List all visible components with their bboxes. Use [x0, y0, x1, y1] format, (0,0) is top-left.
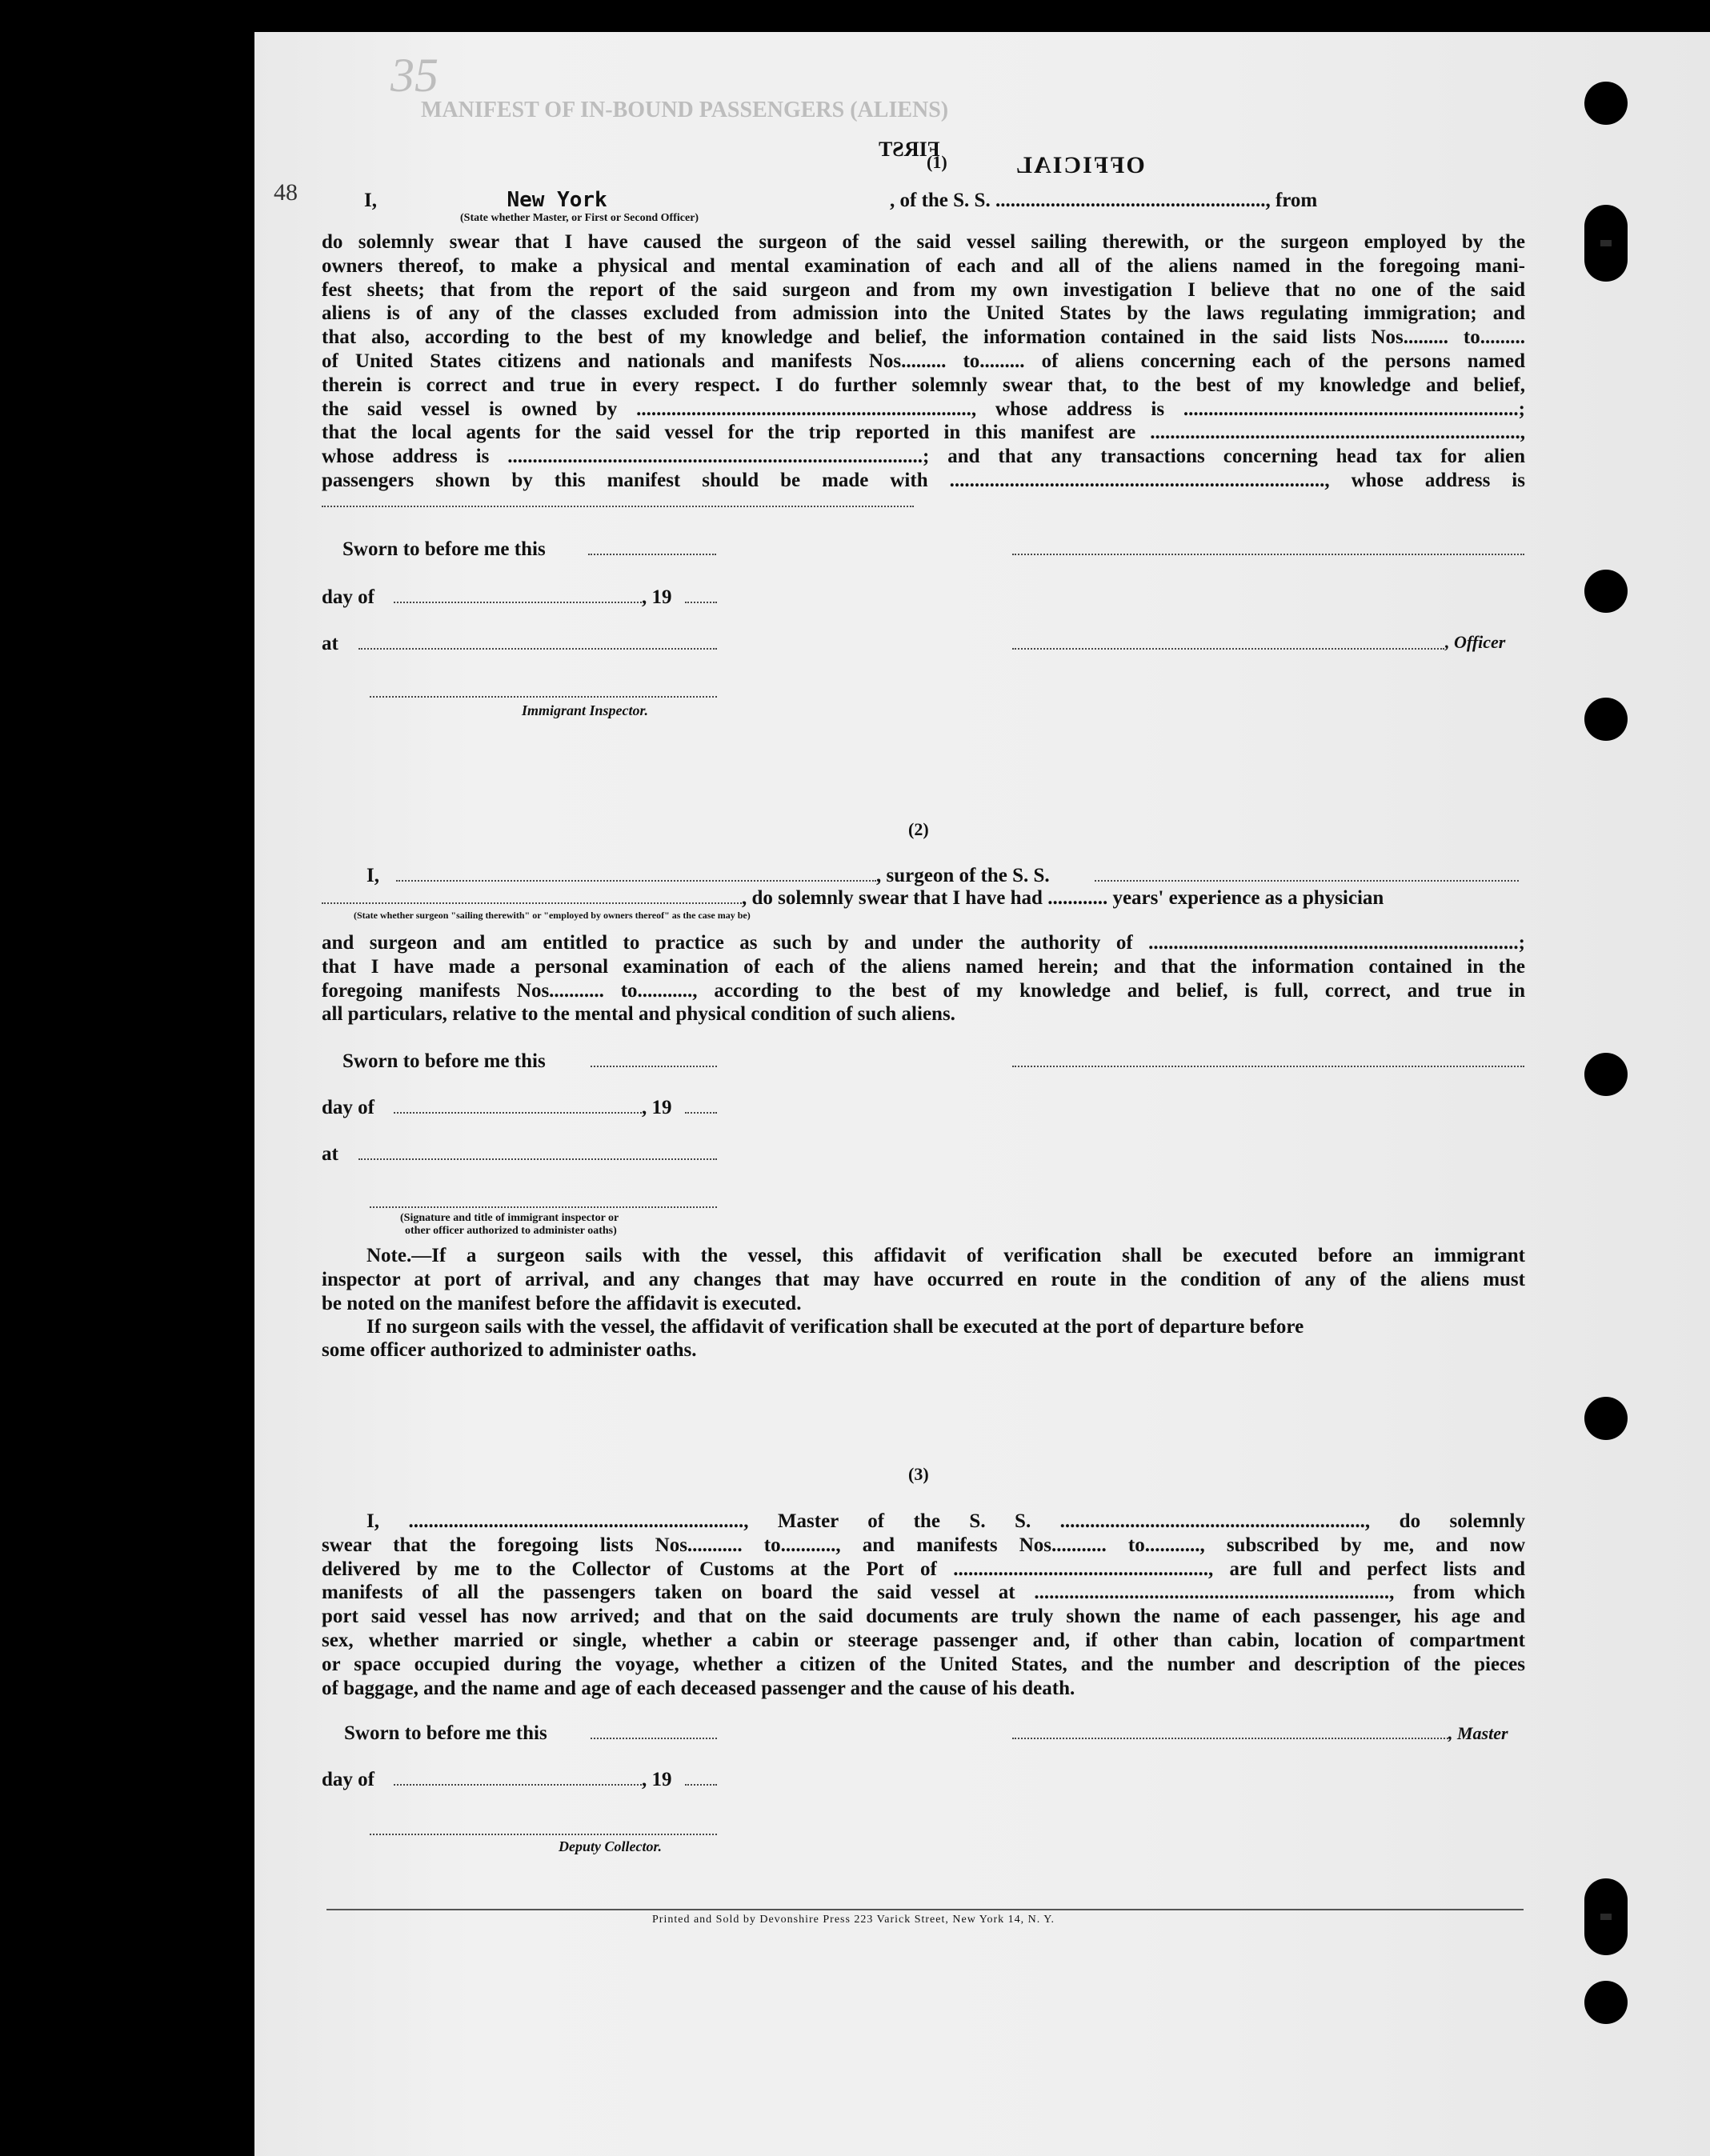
s1-day-of: day of — [322, 586, 374, 608]
s1-year: , 19 — [642, 586, 672, 608]
s2-line1: , surgeon of the S. S. — [876, 865, 1050, 886]
s1-sworn: Sworn to before me this — [342, 538, 546, 560]
punch-hole — [1584, 570, 1628, 613]
s1-inspector: Immigrant Inspector. — [522, 702, 649, 718]
note-line3: be noted on the manifest before the affidavit is executed. — [322, 1293, 802, 1314]
s2-sworn: Sworn to before me this — [342, 1050, 546, 1072]
punch-hole — [1584, 1981, 1628, 2024]
punch-hole — [1584, 82, 1628, 125]
s3-year: , 19 — [642, 1769, 672, 1790]
section1-number: (1) — [927, 152, 947, 172]
s3-master: , Master — [1448, 1723, 1508, 1743]
of-the-ss: , of the S. S. ......................................................, from — [890, 190, 1318, 211]
punch-hole — [1584, 205, 1628, 282]
s2-day-of: day of — [322, 1097, 374, 1118]
footer-rule — [326, 1909, 1524, 1910]
intro-I: I, — [364, 190, 377, 211]
punch-hole — [1584, 1397, 1628, 1440]
s3-day-of: day of — [322, 1769, 374, 1790]
punch-hole — [1584, 698, 1628, 741]
mirrored-first: FIRST — [879, 138, 940, 161]
section2-paragraph: and surgeon and am entitled to practice as such by and under the authority of ..........................................................................; that I have made a personal examination of each of the aliens named herein; and that the information contained in the foregoing manifests Nos........... to..........., according to the best of my knowledge and belief, is full, correct, and true in — [322, 932, 1525, 1002]
manifest-title: MANIFEST OF IN-BOUND PASSENGERS (ALIENS) — [421, 98, 949, 122]
section3-paragraph: I, ..................................................................., Master of the S. S. ............................................................., do solemnly swear that the foregoing lists Nos........... to..........., and manifests Nos........... to..........., subscribed by me, and now delivered by me to the Collector of Customs at the Port of ..................................................., are full and perfect lists and manifests of all the passengers taken on board the said vessel at ......................................................................., from which port said vessel has now arrived; and that on the said documents are truly shown the name of each passenger, his age and sex, whether married or single, whether a cabin or steerage passenger and, if other than cabin, location of compartment or space occupied during the voyage, whether a citizen of the United States, and the number and description of the pieces — [322, 1510, 1525, 1675]
s2-note: (State whether surgeon "sailing therewith" or "employed by owners thereof" as the case may be) — [354, 910, 751, 921]
note-paragraph: Note.—If a surgeon sails with the vessel, this affidavit of verification shall be executed before an immigrant inspector at port of arrival, and any changes that may have occurred en route in the condition of any of the aliens must — [322, 1245, 1525, 1290]
punch-hole — [1584, 1053, 1628, 1096]
s2-last-line: all particulars, relative to the mental and physical condition of such aliens. — [322, 1003, 955, 1025]
s3-sworn: Sworn to before me this — [344, 1722, 547, 1744]
officer-note: (State whether Master, or First or Second Officer) — [460, 212, 699, 224]
s1-officer: , Officer — [1445, 632, 1506, 652]
s2-at: at — [322, 1143, 338, 1165]
s2-line1-I: I, — [366, 865, 379, 886]
section2-number: (2) — [908, 819, 929, 839]
s2-year: , 19 — [642, 1097, 672, 1118]
section3-number: (3) — [908, 1464, 929, 1484]
s2-sig-note1: (Signature and title of immigrant inspector or — [400, 1212, 619, 1224]
punch-hole — [1584, 1878, 1628, 1955]
section1-paragraph: do solemnly swear that I have caused the surgeon of the said vessel sailing therewith, or the surgeon employed by the owners thereof, to make a physical and mental examination of each and all of the aliens named in the foregoing mani- fest sheets; that from the report of the said surgeon and from my own investigation I believe that no one of the said aliens is of any of the classes excluded from admission into the United States by the laws regulating immigration; and that also, according to the best of my knowledge and belief, the information contained in the said lists Nos......... to......... of United States citizens and nationals and manifests Nos......... to......... of aliens concerning each of the persons named therein is correct and true in every respect. I do further solemnly swear that, to the best of my knowledge and belief, the said vessel is owned by ..................................................................., whose address is ...................................................................; that the local agents for the said vessel for the trip reported in this manifest are .........................................................................., whose address is ...................................................................................; and that any transactions concerning head tax for alien passengers shown by this manifest should be made with ..........................................................................., whose address is — [322, 231, 1525, 491]
s3-last-line: of baggage, and the name and age of each deceased passenger and the cause of his death. — [322, 1678, 1075, 1699]
section1-intro — [364, 189, 607, 213]
mirrored-official: OFFICIAL — [1015, 152, 1145, 178]
vessel-city: New York — [507, 188, 607, 212]
footer-imprint: Printed and Sold by Devonshire Press 223 Varick Street, New York 14, N. Y. — [652, 1914, 1055, 1926]
margin-mark: 48 — [274, 179, 298, 206]
s3-deputy: Deputy Collector. — [559, 1838, 662, 1854]
note-line5: some officer authorized to administer oaths. — [322, 1339, 697, 1361]
s2-sig-note2: other officer authorized to administer oaths) — [405, 1225, 617, 1237]
s2-line2: , do solemnly swear that I have had ............ years' experience as a physician — [742, 887, 1384, 909]
note-line4: If no surgeon sails with the vessel, the affidavit of verification shall be executed at the port of departure before — [366, 1316, 1304, 1338]
s1-at: at — [322, 633, 338, 654]
manifest-number: 35 — [390, 49, 439, 102]
